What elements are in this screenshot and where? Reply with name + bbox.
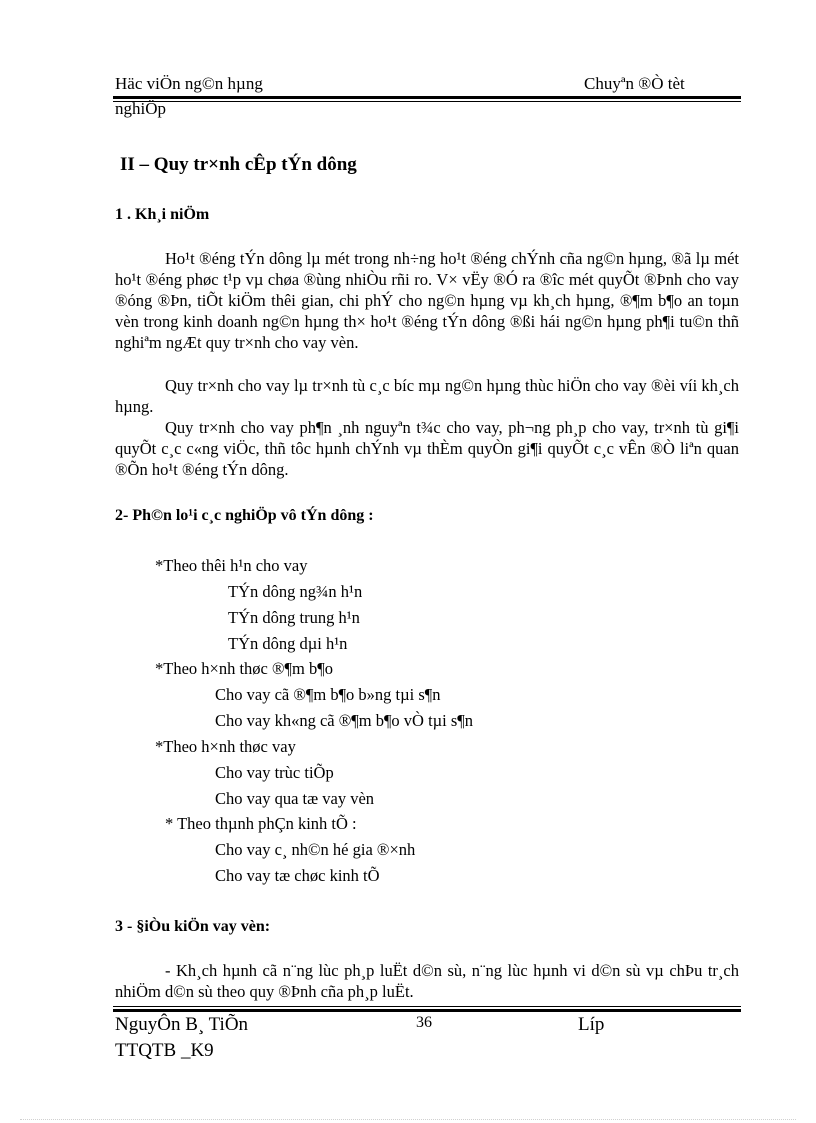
footer-class-label: Líp [578,1014,605,1035]
paragraph-loan-process-definition [115,375,739,417]
header-continuation: nghiÖp [115,99,166,118]
list-title-by-collateral: *Theo h×nh thøc ®¶m b¶o [155,659,333,678]
footer-rule-thick [113,1009,741,1012]
section-title: II – Quy tr×nh cÊp tÝn dông [120,154,357,175]
header-rule-thick [113,96,741,99]
footer-class-code: TTQTB _K9 [115,1040,214,1061]
footer-author: NguyÔn B¸ TiÕn [115,1014,249,1035]
header-institution: Häc viÖn ng©n hµng [115,74,263,93]
list-title-by-form: *Theo h×nh thøc vay [155,737,296,756]
list-item: Cho vay trùc tiÕp [215,763,334,782]
list-item: TÝn dông trung h¹n [228,608,360,627]
paragraph-customer-capacity [115,960,739,1002]
footer-rule-thin [113,1006,741,1007]
paragraph-loan-process-scope [115,417,739,480]
header-rule-thin [113,101,741,102]
list-item: TÝn dông ng¾n h¹n [228,582,363,601]
list-title-by-term: *Theo thêi h¹n cho vay [155,556,308,575]
paragraph-text: - Kh¸ch hµnh cã n¨ng lùc ph¸p luËt d©n sù, n¨ng lùc hµnh vi d©n sù vµ chÞu tr¸ch nhiÖm d©n sù theo quy ®Þnh cña ph¸p luËt. [115,961,739,1001]
page-bottom-border [20,1119,796,1120]
list-item: Cho vay qua tæ vay vèn [215,789,375,808]
header-document-type: Chuyªn ®Ò tèt [584,74,685,93]
heading-concept: 1 . Kh¸i niÖm [115,206,210,223]
paragraph-text: Quy tr×nh cho vay lµ tr×nh tù c¸c bíc mµ ng©n hµng thùc hiÖn cho vay ®èi víi kh¸ch hµng. [115,376,739,416]
heading-classification: 2- Ph©n lo¹i c¸c nghiÖp vô tÝn dông : [115,507,374,524]
list-item: Cho vay cã ®¶m b¶o b»ng tµi s¶n [215,685,441,704]
heading-loan-conditions: 3 - §iÒu kiÖn vay vèn: [115,918,271,935]
list-item: Cho vay c¸ nh©n hé gia ®×nh [215,840,416,859]
paragraph-credit-activity [115,248,739,353]
paragraph-text: Ho¹t ®éng tÝn dông lµ mét trong nh÷ng ho¹t ®éng chÝnh cña ng©n hµng, ®ã lµ mét ho¹t ®éng phøc t¹p vµ chøa ®ùng nhiÒu rñi ro. V× vËy ®Ó ra ®îc mét quyÕt ®Þnh cho vay ®óng ®Þn, tiÕt kiÖm thêi gian, chi phÝ cho ng©n hµng vµ kh¸ch hµng, ®¶m b¶o an toµn vèn trong kinh doanh ng©n hµng th× ho¹t ®éng tÝn dông ®ßi hái ng©n hµng ph¶i tu©n thñ nghiªm ngÆt quy tr×nh cho vay vèn. [115,249,739,352]
list-title-by-economic-sector: * Theo thµnh phÇn kinh tÕ : [165,814,357,833]
list-item: Cho vay tæ chøc kinh tÕ [215,866,380,885]
list-item: TÝn dông dµi h¹n [228,634,348,653]
page-number: 36 [416,1014,432,1031]
paragraph-text: Quy tr×nh cho vay ph¶n ¸nh nguyªn t¾c cho vay, ph¬ng ph¸p cho vay, tr×nh tù gi¶i quyÕt c¸c c«ng viÖc, thñ tôc hµnh chÝnh vµ thÈm quyÒn gi¶i quyÕt c¸c vÊn ®Ò liªn quan ®Õn ho¹t ®éng tÝn dông. [115,418,739,479]
list-item: Cho vay kh«ng cã ®¶m b¶o vÒ tµi s¶n [215,711,474,730]
